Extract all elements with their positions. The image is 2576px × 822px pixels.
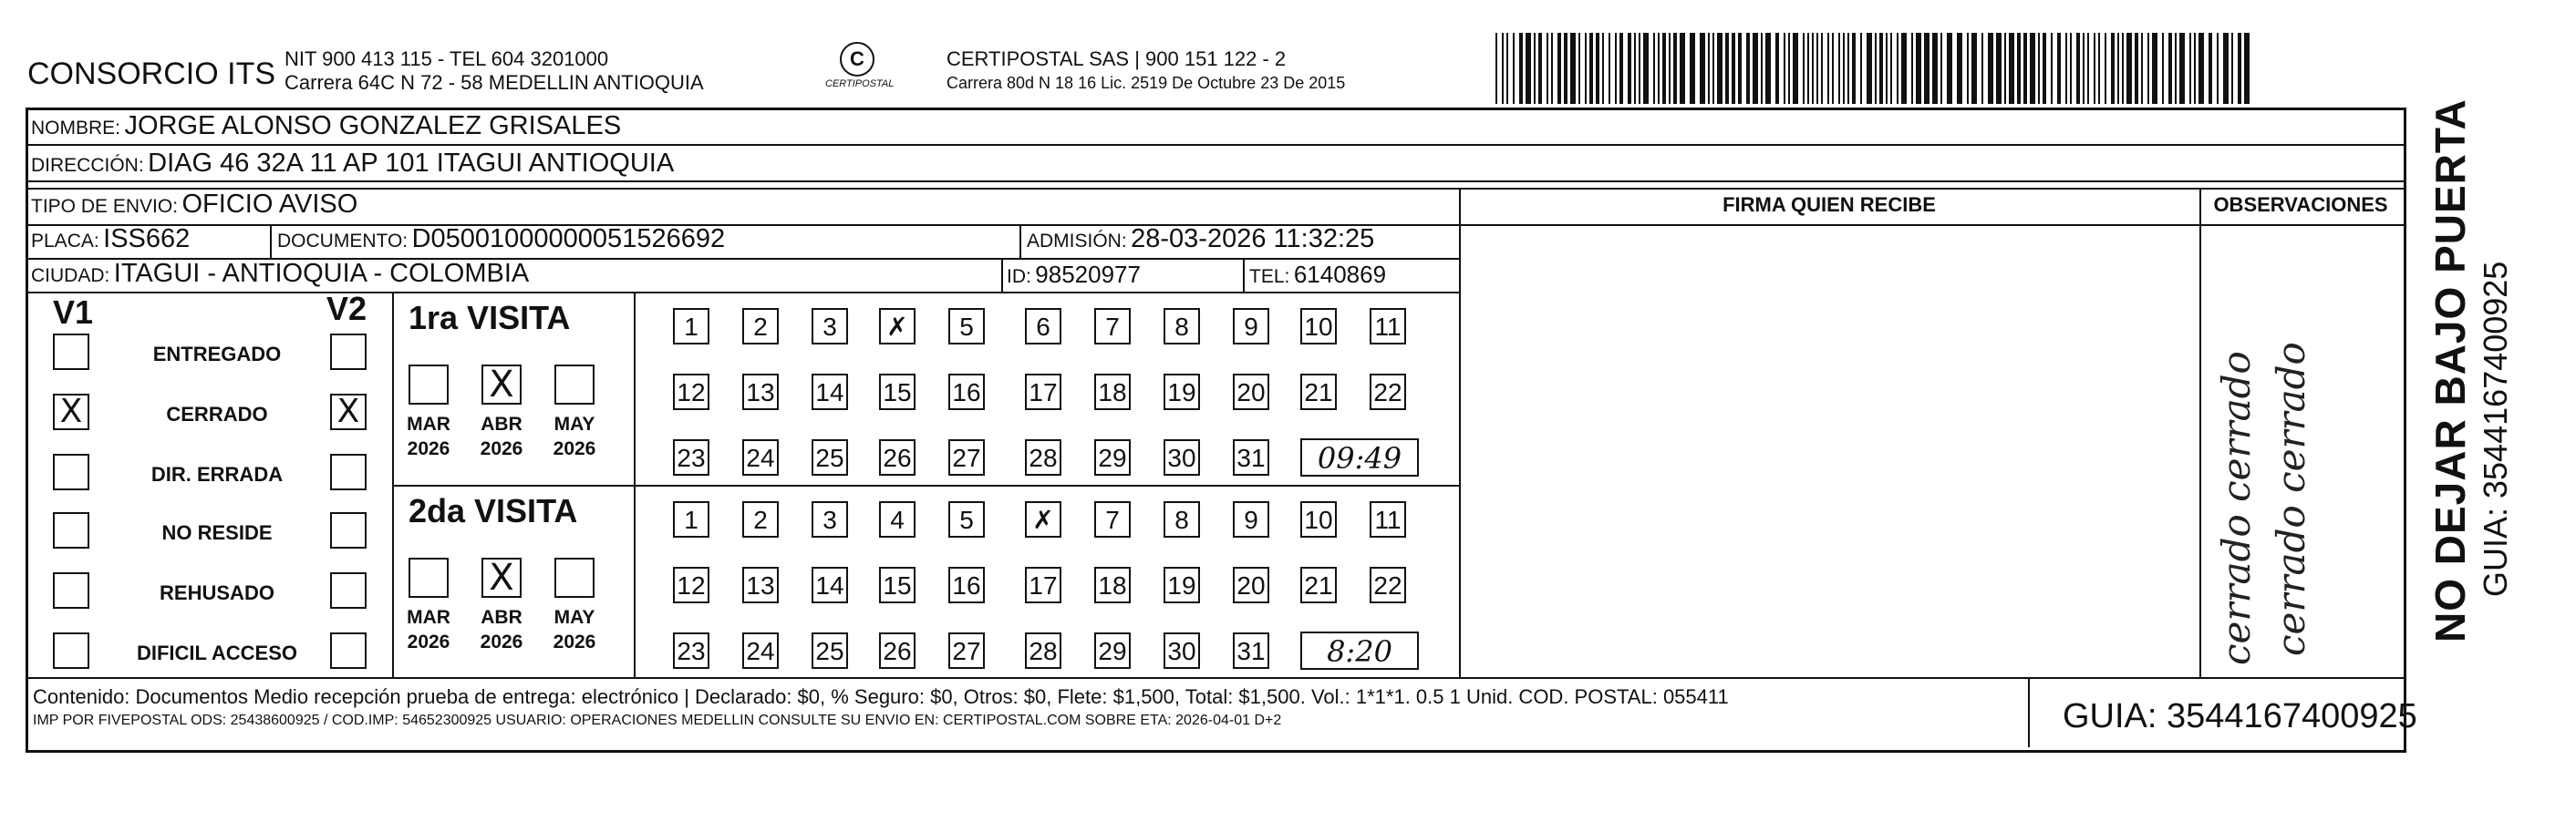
- day-checkbox[interactable]: 15: [879, 567, 916, 603]
- footer-guia: GUIA: 3544167400925: [2063, 697, 2417, 735]
- barcode: [1495, 33, 2252, 104]
- barcode-bar: [1890, 33, 1892, 104]
- day-checkbox[interactable]: 24: [742, 439, 779, 476]
- month-label: [474, 412, 529, 461]
- barcode-bar: [1788, 33, 1790, 104]
- day-checkbox[interactable]: 16: [948, 567, 985, 603]
- month-name: MAY: [553, 414, 595, 435]
- v2-checkbox[interactable]: [330, 512, 367, 549]
- barcode-bar: [1708, 33, 1710, 104]
- barcode-bar: [2004, 33, 2006, 104]
- barcode-bar: [1712, 33, 1714, 104]
- barcode-bar: [1534, 33, 1536, 104]
- barcode-bar: [1860, 33, 1862, 104]
- barcode-bar: [2231, 33, 2233, 104]
- day-checkbox[interactable]: 19: [1164, 374, 1200, 410]
- day-checkbox[interactable]: ✗: [1025, 501, 1061, 538]
- barcode-bar: [2017, 33, 2021, 104]
- day-checkbox[interactable]: 16: [948, 374, 985, 410]
- day-checkbox[interactable]: 20: [1233, 374, 1269, 410]
- month-year: 2026: [553, 632, 596, 652]
- barcode-bar: [2152, 33, 2157, 104]
- month-label: [547, 412, 602, 461]
- barcode-bar: [1628, 33, 1631, 104]
- barcode-bar: [2244, 33, 2250, 104]
- imp-text: IMP POR FIVEPOSTAL ODS: 25438600925 / COD.IMP: 54652300925 USUARIO: OPERACIONES MEDELLIN CONSULTE SU ENVIO EN: CERTIPOSTAL.COM SOBRE ETA: 2026-04-01 D+2: [33, 713, 1282, 728]
- logo-text: CERTIPOSTAL: [825, 78, 895, 89]
- month-label: [401, 605, 456, 654]
- v1-checkbox[interactable]: [53, 512, 89, 549]
- day-checkbox[interactable]: 1: [673, 308, 709, 344]
- direccion-field: [31, 149, 674, 179]
- nombre-field: [31, 111, 621, 141]
- admision-value: 28-03-2026 11:32:25: [1131, 224, 1375, 253]
- day-checkbox[interactable]: 22: [1370, 374, 1406, 410]
- cell-divider: [270, 224, 272, 258]
- barcode-bar: [1725, 33, 1729, 104]
- barcode-bar: [1916, 33, 1921, 104]
- v1-checkbox[interactable]: [53, 334, 89, 370]
- barcode-bar: [2135, 33, 2138, 104]
- month-label: [401, 412, 456, 461]
- month-name: MAR: [407, 414, 450, 435]
- barcode-bar: [2141, 33, 2143, 104]
- day-checkbox[interactable]: 7: [1094, 308, 1131, 344]
- tel-value: 6140869: [1293, 261, 1387, 288]
- v2-checkbox[interactable]: [330, 334, 367, 370]
- month-checkbox[interactable]: [554, 558, 595, 598]
- barcode-bar: [2043, 33, 2046, 104]
- barcode-bar: [1502, 33, 1504, 104]
- status-option-label: ENTREGADO: [152, 343, 282, 365]
- barcode-bar: [1793, 33, 1798, 104]
- barcode-bar: [2038, 33, 2040, 104]
- day-checkbox[interactable]: 9: [1233, 308, 1269, 344]
- nombre-label: NOMBRE:: [31, 118, 121, 139]
- placa-label: PLACA:: [31, 231, 99, 252]
- barcode-bar: [2209, 33, 2212, 104]
- month-year: 2026: [553, 438, 596, 459]
- barcode-bar: [1879, 33, 1883, 104]
- day-checkbox[interactable]: 27: [948, 632, 985, 669]
- id-value: 98520977: [1035, 261, 1141, 288]
- row-divider: [26, 292, 1459, 293]
- ciudad-label: CIUDAD:: [31, 265, 110, 286]
- barcode-bar: [1639, 33, 1640, 104]
- month-year: 2026: [480, 632, 523, 652]
- month-label: [547, 605, 602, 654]
- barcode-bar: [1911, 33, 1913, 104]
- firma-header: FIRMA QUIEN RECIBE: [1723, 193, 1936, 216]
- barcode-bar: [1775, 33, 1779, 104]
- tipo-envio-label: TIPO DE ENVIO:: [31, 196, 179, 217]
- barcode-bar: [1901, 33, 1907, 104]
- id-field: [1007, 261, 1141, 289]
- barcode-bar: [1717, 33, 1723, 104]
- barcode-bar: [2051, 33, 2053, 104]
- tel-label: TEL:: [1249, 266, 1290, 287]
- footer-divider: [26, 677, 2404, 679]
- day-checkbox[interactable]: 18: [1094, 374, 1131, 410]
- day-checkbox[interactable]: 25: [812, 439, 848, 476]
- month-checkbox[interactable]: [409, 365, 449, 405]
- day-checkbox[interactable]: 30: [1164, 439, 1200, 476]
- month-name: MAR: [407, 607, 450, 628]
- barcode-bar: [1615, 33, 1617, 104]
- col-divider: [2199, 188, 2201, 677]
- day-checkbox[interactable]: 2: [742, 501, 779, 538]
- barcode-bar: [1547, 33, 1548, 104]
- day-checkbox[interactable]: 5: [948, 308, 985, 344]
- barcode-bar: [1570, 33, 1576, 104]
- barcode-bar: [2117, 33, 2119, 104]
- day-checkbox[interactable]: 12: [673, 374, 709, 410]
- day-checkbox[interactable]: 11: [1370, 308, 1406, 344]
- company-address: Carrera 64C N 72 - 58 MEDELLIN ANTIOQUIA: [284, 71, 704, 94]
- v1-checkbox[interactable]: [53, 632, 89, 669]
- day-checkbox[interactable]: 25: [812, 632, 848, 669]
- barcode-bar: [1996, 33, 2002, 104]
- row-divider: [26, 144, 2404, 146]
- barcode-bar: [1658, 33, 1660, 104]
- barcode-bar: [1940, 33, 1942, 104]
- barcode-bar: [1680, 33, 1685, 104]
- v2-checkbox[interactable]: [330, 572, 367, 609]
- barcode-bar: [2076, 33, 2080, 104]
- day-checkbox[interactable]: 14: [812, 567, 848, 603]
- barcode-bar: [1589, 33, 1593, 104]
- month-year: 2026: [407, 438, 450, 459]
- barcode-bar: [2065, 33, 2067, 104]
- barcode-bar: [2147, 33, 2149, 104]
- ciudad-field: [31, 259, 529, 289]
- barcode-bar: [2175, 33, 2177, 104]
- row-divider: [26, 180, 2404, 182]
- barcode-bar: [1700, 33, 1705, 104]
- day-checkbox[interactable]: 8: [1164, 308, 1200, 344]
- barcode-bar: [1867, 33, 1872, 104]
- admision-label: ADMISIÓN:: [1027, 231, 1127, 252]
- month-name: ABR: [481, 607, 522, 628]
- day-checkbox[interactable]: 3: [812, 308, 848, 344]
- v2-checkbox[interactable]: [330, 632, 367, 669]
- barcode-bar: [1673, 33, 1677, 104]
- barcode-bar: [1924, 33, 1929, 104]
- col-divider: [1459, 188, 1461, 677]
- barcode-bar: [1578, 33, 1580, 104]
- barcode-bar: [1634, 33, 1636, 104]
- status-option-label: REHUSADO: [160, 581, 274, 604]
- day-checkbox[interactable]: 10: [1300, 308, 1337, 344]
- day-checkbox[interactable]: 29: [1094, 439, 1131, 476]
- status-option-label: CERRADO: [166, 403, 268, 426]
- barcode-bar: [2162, 33, 2164, 104]
- contenido-text: Contenido: Documentos Medio recepción prueba de entrega: electrónico | Declarado: $0, % Seguro: $0, Otros: $0, Flete: $1,500, Total: $1,500. Vol.: 1*1*1. 0.5 1 Unid. COD. POSTAL: 055411: [33, 685, 1729, 708]
- day-checkbox[interactable]: 8: [1164, 501, 1200, 538]
- observacion-note: cerrado cerrado: [2269, 342, 2313, 656]
- documento-label: DOCUMENTO:: [277, 231, 409, 252]
- no-dejar-bajo-puerta: NO DEJAR BAJO PUERTA: [2426, 98, 2474, 642]
- barcode-bar: [2070, 33, 2072, 104]
- status-option-label: DIFICIL ACCESO: [136, 642, 297, 664]
- barcode-bar: [2126, 33, 2132, 104]
- barcode-bar: [1981, 33, 1983, 104]
- day-checkbox[interactable]: 13: [742, 374, 779, 410]
- side-guia: GUIA: 3544167400925: [2477, 261, 2514, 597]
- day-checkbox[interactable]: 18: [1094, 567, 1131, 603]
- barcode-bar: [1662, 33, 1666, 104]
- barcode-bar: [1765, 33, 1771, 104]
- day-checkbox[interactable]: 28: [1025, 439, 1061, 476]
- day-checkbox[interactable]: 28: [1025, 632, 1061, 669]
- barcode-bar: [2105, 33, 2106, 104]
- tel-field: [1249, 261, 1386, 289]
- barcode-bar: [1519, 33, 1523, 104]
- day-checkbox[interactable]: 10: [1300, 501, 1337, 538]
- barcode-bar: [2083, 33, 2085, 104]
- barcode-bar: [1784, 33, 1785, 104]
- barcode-bar: [2111, 33, 2115, 104]
- nombre-value: JORGE ALONSO GONZALEZ GRISALES: [124, 111, 622, 140]
- barcode-bar: [1971, 33, 1977, 104]
- day-checkbox[interactable]: 11: [1370, 501, 1406, 538]
- day-checkbox[interactable]: 23: [673, 439, 709, 476]
- day-checkbox[interactable]: 29: [1094, 632, 1131, 669]
- row-divider: [1459, 224, 2404, 226]
- barcode-bar: [1816, 33, 1818, 104]
- barcode-bar: [1832, 33, 1834, 104]
- documento-field: [277, 224, 725, 254]
- firma-area[interactable]: [1463, 228, 2196, 674]
- observacion-note: cerrado cerrado: [2214, 351, 2259, 665]
- barcode-bar: [1812, 33, 1814, 104]
- visit-time[interactable]: 09:49: [1300, 438, 1419, 477]
- observaciones-header: OBSERVACIONES: [2213, 193, 2388, 216]
- day-checkbox[interactable]: 30: [1164, 632, 1200, 669]
- day-checkbox[interactable]: 9: [1233, 501, 1269, 538]
- barcode-bar: [2098, 33, 2100, 104]
- day-checkbox[interactable]: 1: [673, 501, 709, 538]
- month-year: 2026: [407, 632, 450, 652]
- day-checkbox[interactable]: 15: [879, 374, 916, 410]
- month-checkbox[interactable]: X: [481, 365, 522, 405]
- barcode-bar: [1761, 33, 1763, 104]
- day-checkbox[interactable]: 6: [1025, 308, 1061, 344]
- direccion-value: DIAG 46 32A 11 AP 101 ITAGUI ANTIOQUIA: [148, 149, 675, 178]
- status-option-label: NO RESIDE: [161, 521, 273, 544]
- barcode-bar: [2087, 33, 2089, 104]
- day-checkbox[interactable]: 2: [742, 308, 779, 344]
- barcode-bar: [1821, 33, 1823, 104]
- day-checkbox[interactable]: 12: [673, 567, 709, 603]
- company-name: CONSORCIO ITS: [27, 57, 276, 91]
- company-nit: NIT 900 413 115 - TEL 604 3201000: [284, 47, 609, 70]
- day-checkbox[interactable]: 7: [1094, 501, 1131, 538]
- month-name: ABR: [481, 414, 522, 435]
- certipostal-nit: CERTIPOSTAL SAS | 900 151 122 - 2: [947, 47, 1287, 70]
- barcode-bar: [2189, 33, 2191, 104]
- documento-value: D050010000000515266​92: [411, 224, 726, 253]
- day-checkbox[interactable]: ✗: [879, 308, 916, 344]
- barcode-bar: [1619, 33, 1623, 104]
- day-checkbox[interactable]: 20: [1233, 567, 1269, 603]
- barcode-bar: [1932, 33, 1938, 104]
- barcode-bar: [1988, 33, 1993, 104]
- barcode-bar: [1513, 33, 1515, 104]
- barcode-bar: [2194, 33, 2196, 104]
- barcode-bar: [2179, 33, 2185, 104]
- barcode-bar: [1526, 33, 1531, 104]
- admision-field: [1027, 224, 1374, 254]
- barcode-bar: [1609, 33, 1610, 104]
- day-checkbox[interactable]: 27: [948, 439, 985, 476]
- v1-checkbox[interactable]: [53, 572, 89, 609]
- company-info: [284, 47, 704, 95]
- barcode-bar: [1847, 33, 1849, 104]
- barcode-bar: [1653, 33, 1655, 104]
- direccion-label: DIRECCIÓN:: [31, 155, 144, 176]
- day-checkbox[interactable]: 26: [879, 632, 916, 669]
- day-checkbox[interactable]: 23: [673, 632, 709, 669]
- barcode-bar: [1495, 33, 1497, 104]
- ciudad-value: ITAGUI - ANTIOQUIA - COLOMBIA: [113, 259, 530, 288]
- barcode-bar: [1602, 33, 1604, 104]
- barcode-bar: [1843, 33, 1845, 104]
- day-checkbox[interactable]: 21: [1300, 374, 1337, 410]
- barcode-bar: [1538, 33, 1542, 104]
- barcode-bar: [1596, 33, 1599, 104]
- visit-divider: [392, 485, 1459, 487]
- barcode-bar: [2057, 33, 2061, 104]
- barcode-bar: [1957, 33, 1962, 104]
- day-checkbox[interactable]: 5: [948, 501, 985, 538]
- v2-checkbox[interactable]: [330, 454, 367, 490]
- day-checkbox[interactable]: 17: [1025, 567, 1061, 603]
- visit-title: 2da VISITA: [409, 492, 578, 529]
- certipostal-address: Carrera 80d N 18 16 Lic. 2519 De Octubre 23 De 2015: [947, 74, 1346, 92]
- month-name: MAY: [553, 607, 595, 628]
- v1-checkbox[interactable]: [53, 454, 89, 490]
- id-label: ID:: [1007, 266, 1031, 287]
- cell-divider: [1019, 224, 1021, 258]
- barcode-bar: [1753, 33, 1758, 104]
- certipostal-logo: [825, 42, 895, 106]
- month-year: 2026: [480, 438, 523, 459]
- day-checkbox[interactable]: 24: [742, 632, 779, 669]
- barcode-bar: [1738, 33, 1742, 104]
- logo-icon: C: [840, 42, 874, 77]
- barcode-bar: [1838, 33, 1840, 104]
- month-checkbox[interactable]: [554, 365, 595, 405]
- month-label: [474, 605, 529, 654]
- barcode-bar: [2198, 33, 2204, 104]
- barcode-bar: [2168, 33, 2172, 104]
- v2-label: V2: [326, 290, 367, 327]
- cell-divider: [1001, 258, 1003, 292]
- cell-divider: [2028, 677, 2030, 747]
- barcode-bar: [2122, 33, 2124, 104]
- barcode-bar: [1827, 33, 1829, 104]
- barcode-bar: [1643, 33, 1649, 104]
- placa-field: [31, 224, 190, 254]
- day-checkbox[interactable]: 22: [1370, 567, 1406, 603]
- barcode-bar: [1585, 33, 1587, 104]
- barcode-bar: [2009, 33, 2014, 104]
- barcode-bar: [2223, 33, 2229, 104]
- v2-checkbox[interactable]: X: [330, 394, 367, 430]
- barcode-bar: [2217, 33, 2219, 104]
- visit-time[interactable]: 8:20: [1300, 632, 1419, 670]
- placa-value: ISS662: [103, 224, 191, 253]
- barcode-bar: [2094, 33, 2095, 104]
- day-checkbox[interactable]: 13: [742, 567, 779, 603]
- day-checkbox[interactable]: 31: [1233, 632, 1269, 669]
- barcode-bar: [1947, 33, 1952, 104]
- visit-title: 1ra VISITA: [409, 299, 571, 336]
- row-divider: [26, 188, 2404, 190]
- tipo-envio-value: OFICIO AVISO: [181, 190, 358, 219]
- day-checkbox[interactable]: 19: [1164, 567, 1200, 603]
- certipostal-info: [947, 47, 1345, 95]
- day-checkbox[interactable]: 4: [879, 501, 916, 538]
- day-checkbox[interactable]: 26: [879, 439, 916, 476]
- month-checkbox[interactable]: [409, 558, 449, 598]
- barcode-bar: [1564, 33, 1567, 104]
- day-checkbox[interactable]: 14: [812, 374, 848, 410]
- month-checkbox[interactable]: X: [481, 558, 522, 598]
- barcode-bar: [2030, 33, 2035, 104]
- barcode-bar: [1746, 33, 1750, 104]
- barcode-bar: [1506, 33, 1508, 104]
- barcode-bar: [1732, 33, 1735, 104]
- barcode-bar: [1557, 33, 1561, 104]
- v1-checkbox[interactable]: X: [53, 394, 89, 430]
- barcode-bar: [1897, 33, 1898, 104]
- day-checkbox[interactable]: 21: [1300, 567, 1337, 603]
- barcode-bar: [1852, 33, 1856, 104]
- barcode-bar: [1803, 33, 1805, 104]
- status-option-label: DIR. ERRADA: [150, 463, 284, 486]
- v1-label: V1: [53, 293, 94, 331]
- barcode-bar: [1967, 33, 1969, 104]
- barcode-bar: [2023, 33, 2027, 104]
- barcode-bar: [1551, 33, 1553, 104]
- day-checkbox[interactable]: 17: [1025, 374, 1061, 410]
- barcode-bar: [2238, 33, 2241, 104]
- barcode-bar: [1875, 33, 1877, 104]
- day-checkbox[interactable]: 3: [812, 501, 848, 538]
- cell-divider: [1243, 258, 1245, 292]
- day-checkbox[interactable]: 31: [1233, 439, 1269, 476]
- tipo-envio-field: [31, 190, 357, 220]
- barcode-bar: [1807, 33, 1809, 104]
- barcode-bar: [1690, 33, 1695, 104]
- barcode-bar: [1669, 33, 1671, 104]
- barcode-bar: [1886, 33, 1888, 104]
